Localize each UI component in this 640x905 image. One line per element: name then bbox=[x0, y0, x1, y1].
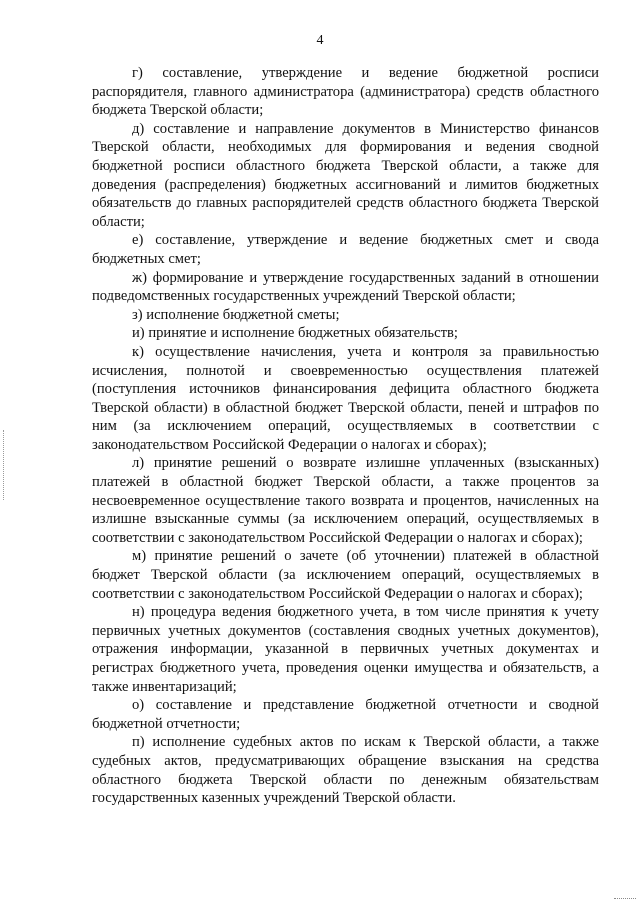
scan-edge-marks bbox=[3, 430, 6, 500]
document-body bbox=[92, 64, 599, 808]
paragraph-p: п) исполнение судебных актов по искам к Тверской области, а также судебных актов, предусматривающих обращение взыскания на средства областного бюджета Тверской области по денежным обязательствам государственных казенных учреждений Тверской области. bbox=[92, 734, 599, 807]
paragraph-g: г) составление, утверждение и ведение бюджетной росписи распорядителя, главного администратора (администратора) средств областного бюджета Тверской области; bbox=[92, 65, 599, 119]
paragraph-l: л) принятие решений о возврате излишне уплаченных (взысканных) платежей в областной бюджет Тверской области, а также процентов за несвоевременное осуществление такого возврата и процентов, начисленных на излишне взысканные суммы (за исключением операций, осуществляемых в соответствии с законодательством Российской Федерации о налогах и сборах); bbox=[92, 455, 599, 546]
scan-corner-marks bbox=[614, 895, 636, 899]
paragraph-m: м) принятие решений о зачете (об уточнении) платежей в областной бюджет Тверской области (за исключением операций, осуществляемых в соответствии с законодательством Российской Федерации о налогах и сборах); bbox=[92, 548, 599, 602]
page-number: 4 bbox=[316, 33, 324, 48]
paragraph-zh: ж) формирование и утверждение государственных заданий в отношении подведомственных государственных учреждений Тверской области; bbox=[92, 269, 599, 305]
paragraph-k: к) осуществление начисления, учета и контроля за правильностью исчисления, полнотой и своевременностью осуществления платежей (поступления источников финансирования дефицита областного бюджета Тверской области) в областной бюджет Тверской области, пеней и штрафов по ним (за исключением операций, осуществляемых в соответствии с законодательством Российской Федерации о налогах и сборах); bbox=[92, 343, 599, 453]
paragraph-d: д) составление и направление документов в Министерство финансов Тверской области, необходимых для формирования и ведения сводной бюджетной росписи областного бюджета Тверской области, а также для доведения (распределения) бюджетных ассигнований и лимитов бюджетных обязательств до главных распорядителей средств областного бюджета Тверской области; bbox=[92, 120, 599, 230]
paragraph-e: е) составление, утверждение и ведение бюджетных смет и свода бюджетных смет; bbox=[92, 232, 599, 267]
paragraph-n: н) процедура ведения бюджетного учета, в том числе принятия к учету первичных учетных документов (составления сводных учетных документов), отражения информации, указанной в первичных учетных документах и регистрах бюджетного учета, проведения оценки имущества и обязательств, а также инвентаризаций; bbox=[92, 604, 599, 695]
paragraph-o: о) составление и представление бюджетной отчетности и сводной бюджетной отчетности; bbox=[92, 697, 599, 732]
paragraph-i: и) принятие и исполнение бюджетных обязательств; bbox=[132, 325, 458, 342]
paragraph-z: з) исполнение бюджетной сметы; bbox=[132, 306, 340, 323]
